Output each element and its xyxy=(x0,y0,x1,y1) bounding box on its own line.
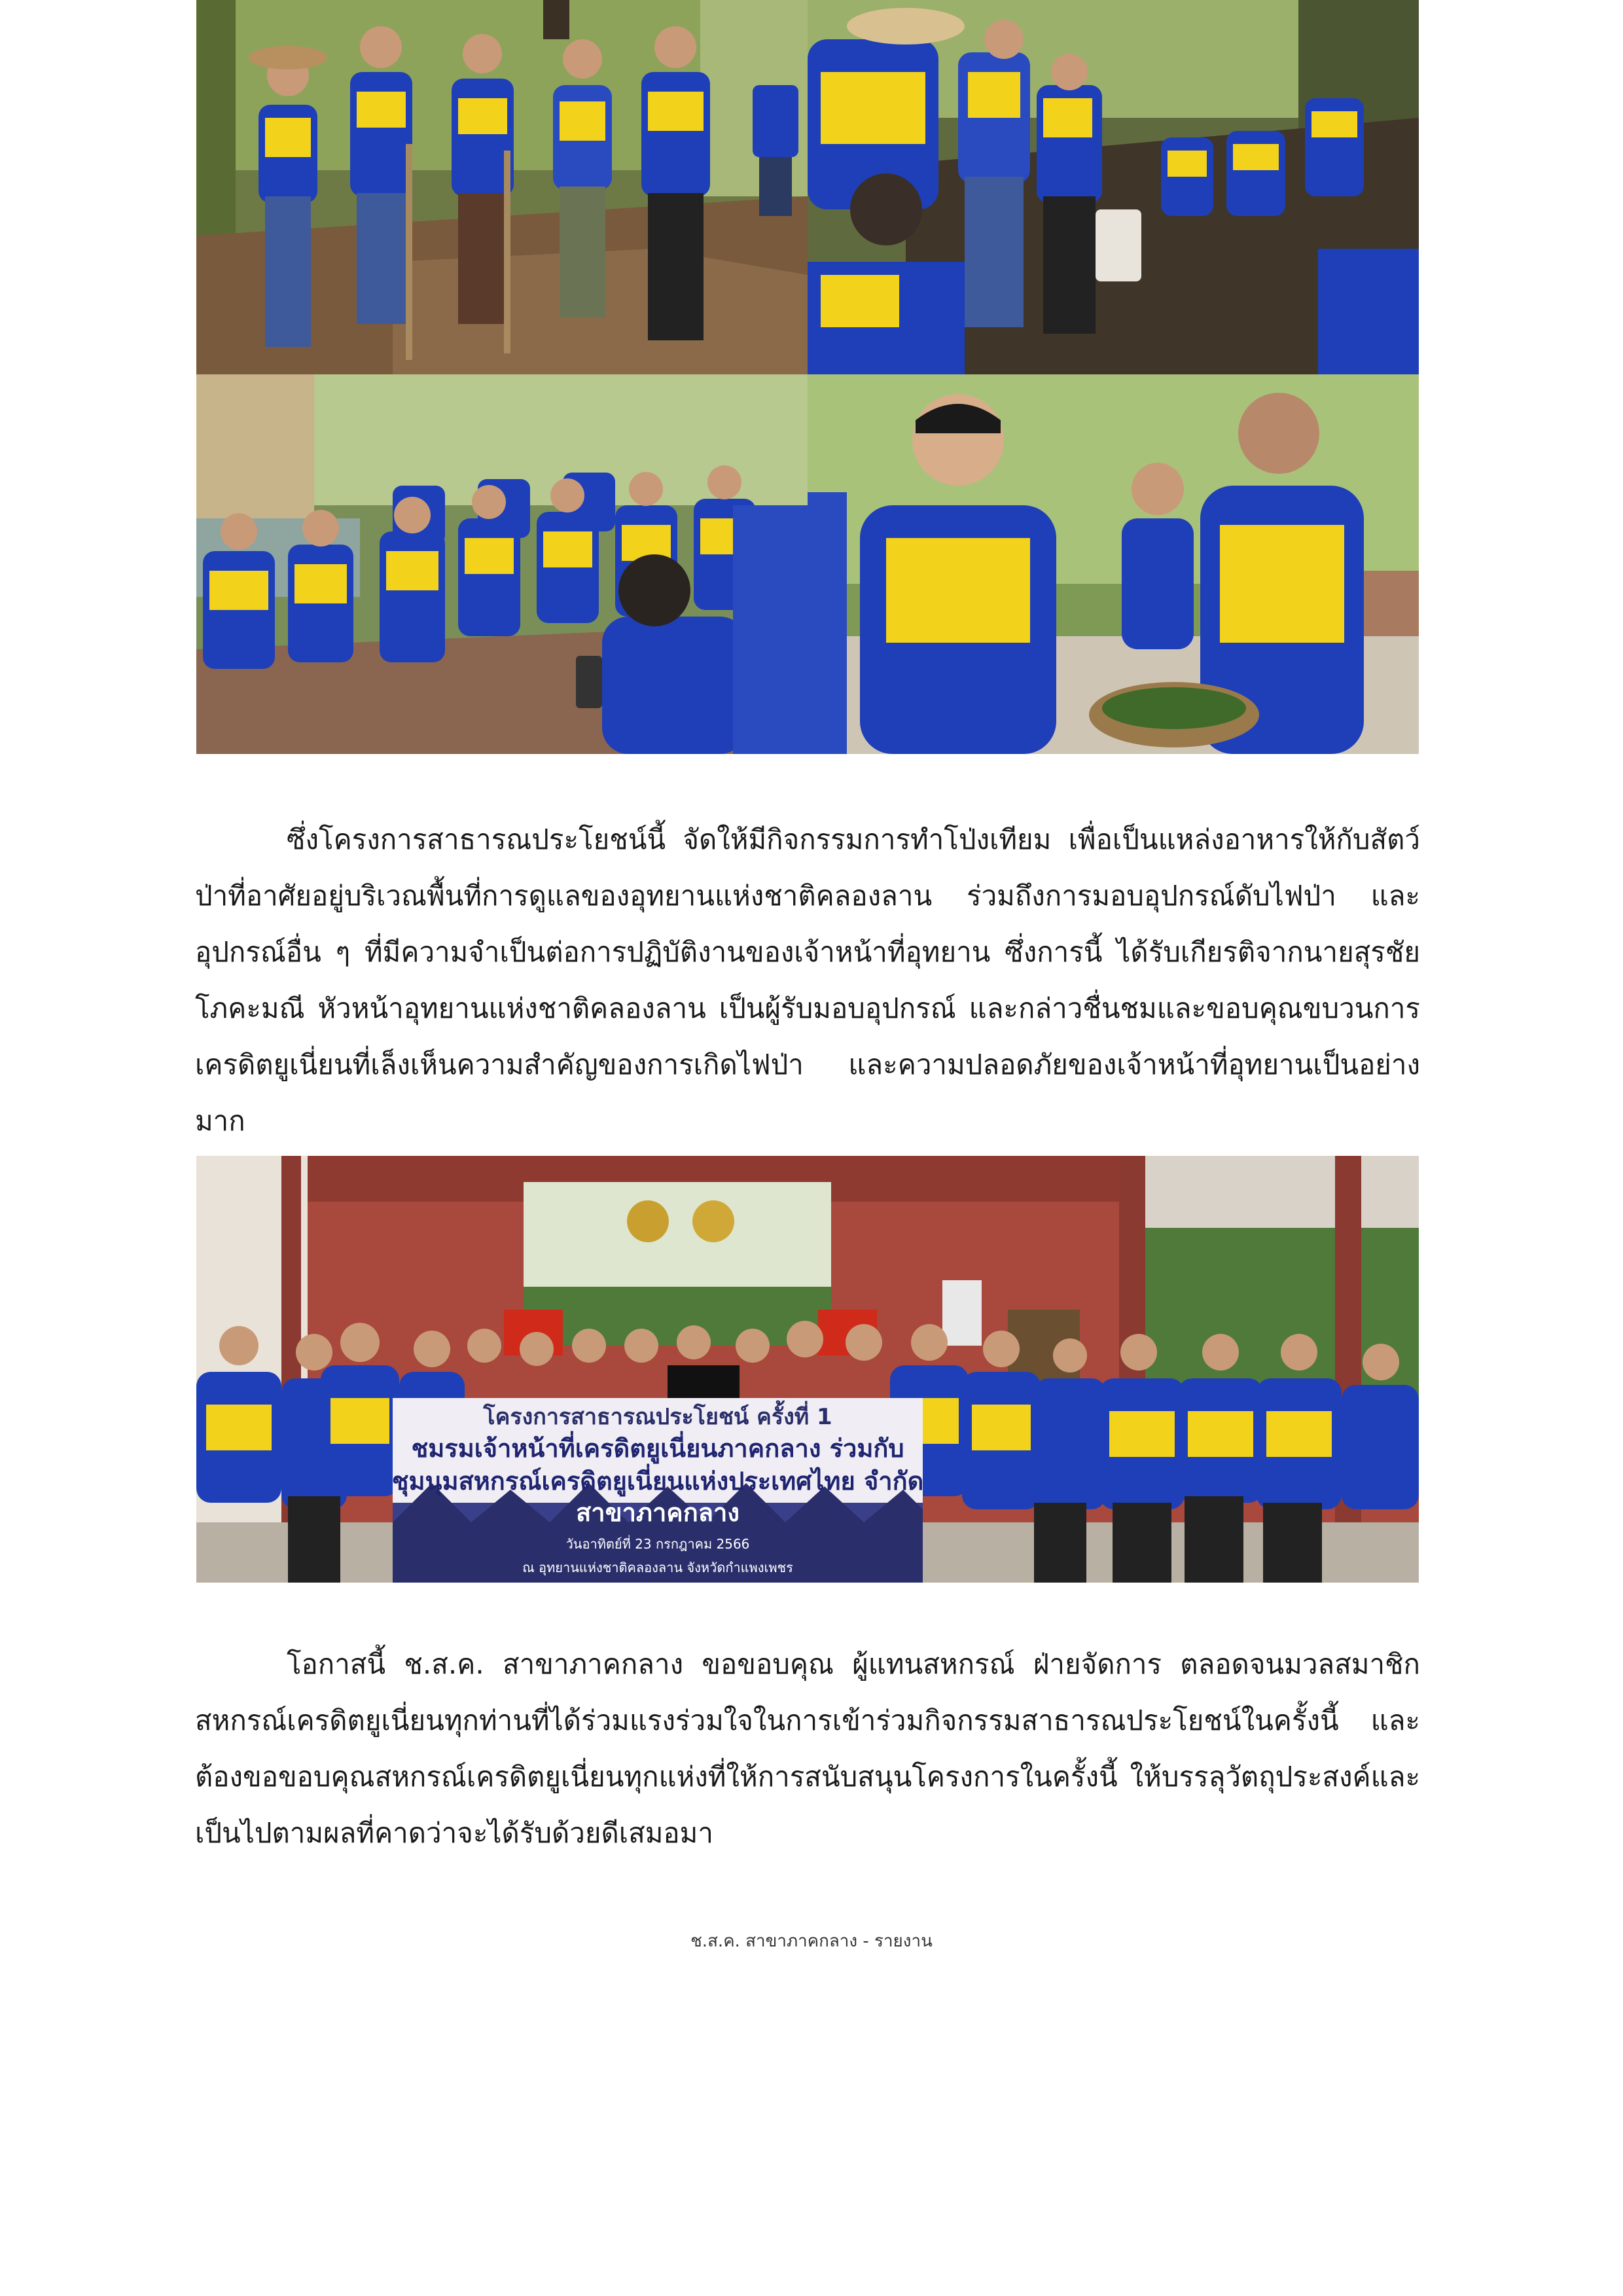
banner-line1: ชมรมเจ้าหน้าที่เครดิตยูเนี่ยนภาคกลาง ร่วมกับ xyxy=(411,1434,904,1463)
body-paragraph-1: ซึ่งโครงการสาธารณประโยชน์นี้ จัดให้มีกิจกรรมการทำโป่งเทียม เพื่อเป็นแหล่งอาหารให้กับสัตว์ป่าที่อาศัยอยู่บริเวณพื้นที่การดูแลของอุทยานแห่งชาติคลองลาน ร่วมถึงการมอบอุปกรณ์ดับไฟป่า และอุปกรณ์อื่น ๆ ที่มีความจำเป็นต่อการปฏิบัติงานของเจ้าหน้าที่อุทยาน ซึ่งการนี้ ได้รับเกียรติจากนายสุรชัย โภคะมณี หัวหน้าอุทยานแห่งชาติคลองลาน เป็นผู้รับมอบอุปกรณ์ และกล่าวชื่นชมและขอบคุณขบวนการเครดิตยูเนี่ยนที่เล็งเห็นความสำคัญของการเกิดไฟป่า และความปลอดภัยของเจ้าหน้าที่อุทยานเป็นอย่างมาก xyxy=(195,823,1420,1137)
banner-line2: ชุมนุมสหกรณ์เครดิตยูเนี่ยนแห่งประเทศไทย จำกัด xyxy=(391,1467,924,1496)
photo-handing-basket xyxy=(808,374,1419,754)
banner-title: โครงการสาธารณประโยชน์ ครั้งที่ 1 xyxy=(483,1404,832,1430)
report-footer: ช.ส.ค. สาขาภาคกลาง - รายงาน xyxy=(690,1931,933,1951)
body-paragraph-2: โอกาสนี้ ช.ส.ค. สาขาภาคกลาง ขอขอบคุณ ผู้แทนสหกรณ์ ฝ่ายจัดการ ตลอดจนมวลสมาชิกสหกรณ์เครดิตยูเนี่ยนทุกท่านที่ได้ร่วมแรงร่วมใจในการเข้าร่วมกิจกรรมสาธารณประโยชน์ในครั้งนี้ และต้องขอขอบคุณสหกรณ์เครดิตยูเนี่ยนทุกแห่งที่ให้การสนับสนุนโครงการในครั้งนี้ ให้บรรลุวัตถุประสงค์และเป็นไปตามผลที่คาดว่าจะได้รับด้วยดีเสมอมา xyxy=(195,1648,1420,1849)
banner-date: วันอาทิตย์ที่ 23 กรกฎาคม 2566 xyxy=(565,1536,750,1552)
photo-group-with-banner xyxy=(196,1156,1419,1583)
photo-group-with-hoes xyxy=(196,0,808,374)
banner-place: ณ อุทยานแห่งชาติคลองลาน จังหวัดกำแพงเพชร xyxy=(522,1560,793,1575)
photo-crowd-by-stream xyxy=(196,374,808,754)
banner-line3: สาขาภาคกลาง xyxy=(576,1498,740,1527)
photo-planting-activity xyxy=(808,0,1419,374)
